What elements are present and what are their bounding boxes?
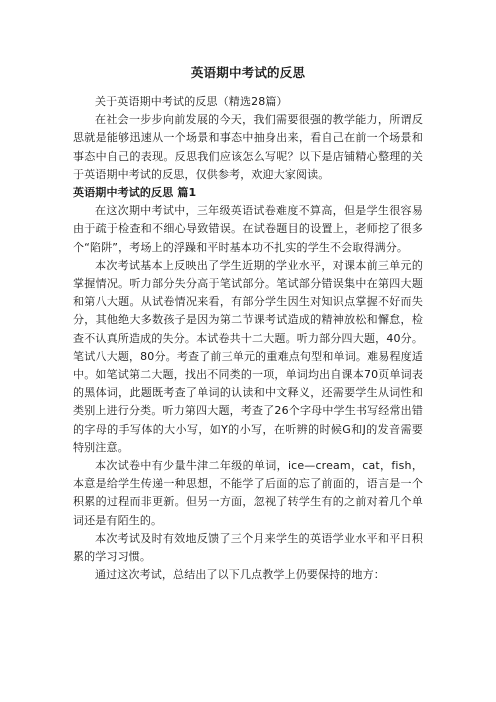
body-paragraph: 在这次期中考试中，三年级英语试卷难度不算高，但是学生很容易由于疏于检查和不细心导致错误。在试卷题目的设置上，老师挖了很多个“陷阱”，考场上的浮躁和平时基本功不扎实的学生不会取得满分。 (73, 204, 423, 254)
body-paragraph: 本次试卷中有少量牛津二年级的单词，ice—cream，cat，fish，本意是给学生传递一种思想，不能学了后面的忘了前面的，语言是一个积累的过程而非更新。但另一方面，忽视了转学生有的之前对着几个单词还是有陌生的。 (73, 459, 423, 527)
body-paragraph: 本次考试基本上反映出了学生近期的学业水平，对课本前三单元的掌握情况。听力部分失分高于笔试部分。笔试部分错误集中在第四大题和第八大题。从试卷情况来看，有部分学生因生对知识点掌握不好而失分，其他绝大多数孩子是因为第二节课考试造成的精神放松和懈怠，检查不认真所造成的失分。本试卷共十二大题。听力部分四大题，40分。笔试八大题，80分。考查了前三单元的重难点句型和单词。难易程度适中。如笔试第二大题，找出不同类的一项，单词均出自课本70页单词表的黑体词，此题既考查了单词的认读和中文释义，还需要学生从词性和类别上进行分类。听力第四大题，考查了26个字母中学生书写经常出错的字母的手写体的大小写，如Y的小写，在听辨的时候G和J的发音需要特别注意。 (73, 258, 423, 454)
body-paragraph: 本次考试及时有效地反馈了三个月来学生的英语学业水平和平日积累的学习习惯。 (73, 531, 423, 564)
document-body (73, 93, 423, 584)
section-heading: 英语期中考试的反思 篇1 (73, 186, 197, 200)
intro-paragraph: 在社会一步步向前发展的今天，我们需要很强的教学能力，所谓反思就是能够迅速从一个场景和事态中抽身出来，看自己在前一个场景和事态中自己的表现。反思我们应该怎么写呢？以下是店铺精心整理的关于英语期中考试的反思，仅供参考，欢迎大家阅读。 (73, 113, 423, 181)
document-title: 英语期中考试的反思 (190, 65, 306, 80)
body-paragraph: 通过这次考试，总结出了以下几点教学上仍要保持的地方： (95, 568, 385, 582)
subtitle-paragraph: 关于英语期中考试的反思（精选28篇） (95, 95, 288, 108)
